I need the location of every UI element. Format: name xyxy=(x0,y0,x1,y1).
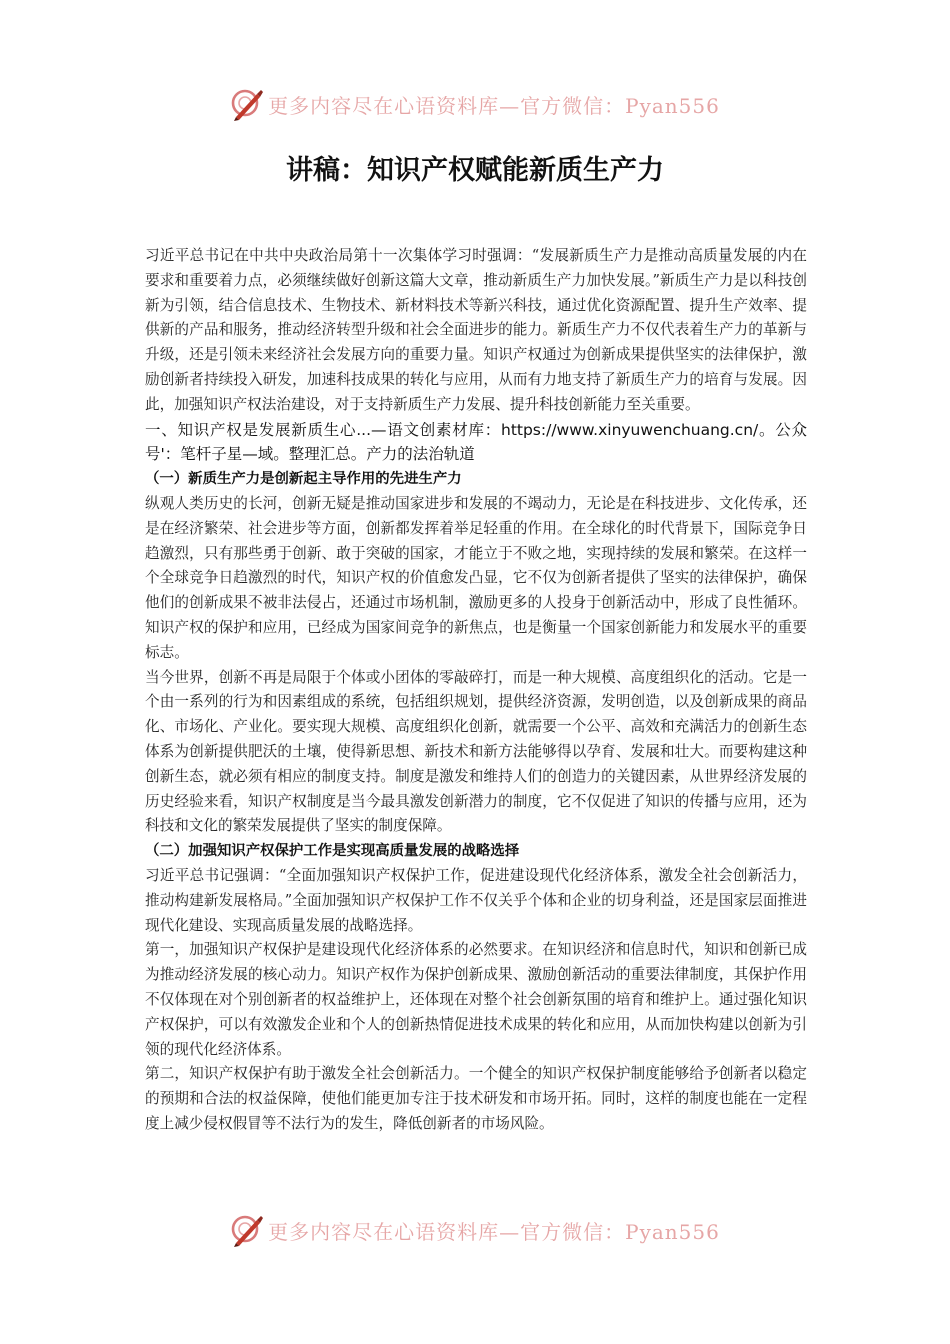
paragraph: 当今世界，创新不再是局限于个体或小团体的零敲碎打，而是一种大规模、高度组织化的活动。它是一个由一系列的行为和因素组成的系统，包括组织规划，提供经济资源，发明创造，以及创新成果的商品化、市场化、产业化。要实现大规模、高度组织化创新，就需要一个公平、高效和充满活力的创新生态体系为创新提供肥沃的土壤，使得新思想、新技术和新方法能够得以孕育、发展和壮大。而要构建这种创新生态，就必须有相应的制度支持。制度是激发和维持人们的创造力的关键因素，从世界经济发展的历史经验来看，知识产权制度是当今最具激发创新潜力的制度，它不仅促进了知识的传播与应用，还为科技和文化的繁荣发展提供了坚实的制度保障。 xyxy=(145,668,807,835)
watermark-text: 更多内容尽在心语资料库—官方微信：Pyan556 xyxy=(268,93,720,118)
watermark-banner-top xyxy=(0,84,950,124)
paragraph-intro: 习近平总书记在中共中央政治局第十一次集体学习时强调：“发展新质生产力是推动高质量发展的内在要求和重要着力点，必须继续做好创新这篇大文章，推动新质生产力加快发展。”新质生产力是以科技创新为引领，结合信息技术、生物技术、新材料技术等新兴科技，通过优化资源配置、提升生产效率、提供新的产品和服务，推动经济转型升级和社会全面进步的能力。新质生产力不仅代表着生产力的革新与升级，还是引领未来经济社会发展方向的重要力量。知识产权通过为创新成果提供坚实的法律保护，激励创新者持续投入研发，加速科技成果的转化与应用，从而有力地支持了新质生产力的培育与发展。因此，加强知识产权法治建设，对于支持新质生产力发展、提升科技创新能力至关重要。 xyxy=(145,247,807,413)
document-body xyxy=(145,244,807,1192)
section-heading-1: 一、知识产权是发展新质生心...—语文创素材库：https://www.xinyuwenchuang.cn/。公众号'：笔杆子星—域。整理汇总。产力的法治轨道 xyxy=(145,420,807,464)
paragraph: 第二，知识产权保护有助于激发全社会创新活力。一个健全的知识产权保护制度能够给予创新者以稳定的预期和合法的权益保障，使他们能更加专注于技术研发和市场开拓。同时，这样的制度也能在一定程度上减少侵权假冒等不法行为的发生，降低创新者的市场风险。 xyxy=(145,1065,807,1132)
paragraph: 习近平总书记强调：“全面加强知识产权保护工作，促进建设现代化经济体系，激发全社会创新活力，推动构建新发展格局。”全面加强知识产权保护工作不仅关乎个体和企业的切身利益，还是国家层面推进现代化建设、实现高质量发展的战略选择。 xyxy=(145,866,807,934)
watermark-text: 更多内容尽在心语资料库—官方微信：Pyan556 xyxy=(268,1219,720,1244)
paragraph: 第一，加强知识产权保护是建设现代化经济体系的必然要求。在知识经济和信息时代，知识和创新已成为推动经济发展的核心动力。知识产权作为保护创新成果、激励创新活动的重要法律制度，其保护作用不仅体现在对个别创新者的权益维护上，还体现在对整个社会创新氛围的培育和维护上。通过强化知识产权保护，可以有效激发企业和个人的创新热情促进技术成果的转化和应用，从而加快构建以创新为引领的现代化经济体系。 xyxy=(145,941,807,1058)
document-title: 讲稿：知识产权赋能新质生产力 xyxy=(286,155,664,186)
watermark-banner-bottom xyxy=(0,1210,950,1250)
subsection-heading-2: （二）加强知识产权保护工作是实现高质量发展的战略选择 xyxy=(145,843,520,860)
pen-logo-icon xyxy=(230,87,264,121)
subsection-heading-1: （一）新质生产力是创新起主导作用的先进生产力 xyxy=(145,471,462,488)
pen-logo-icon xyxy=(230,1213,264,1247)
paragraph: 纵观人类历史的长河，创新无疑是推动国家进步和发展的不竭动力，无论是在科技进步、文化传承，还是在经济繁荣、社会进步等方面，创新都发挥着举足轻重的作用。在全球化的时代背景下，国际竞争日趋激烈，只有那些勇于创新、敢于突破的国家，才能立于不败之地，实现持续的发展和繁荣。在这样一个全球竞争日趋激烈的时代，知识产权的价值愈发凸显，它不仅为创新者提供了坚实的法律保护，确保他们的创新成果不被非法侵占，还通过市场机制，激励更多的人投身于创新活动中，形成了良性循环。知识产权的保护和应用，已经成为国家间竞争的新焦点，也是衡量一个国家创新能力和发展水平的重要标志。 xyxy=(145,494,807,661)
